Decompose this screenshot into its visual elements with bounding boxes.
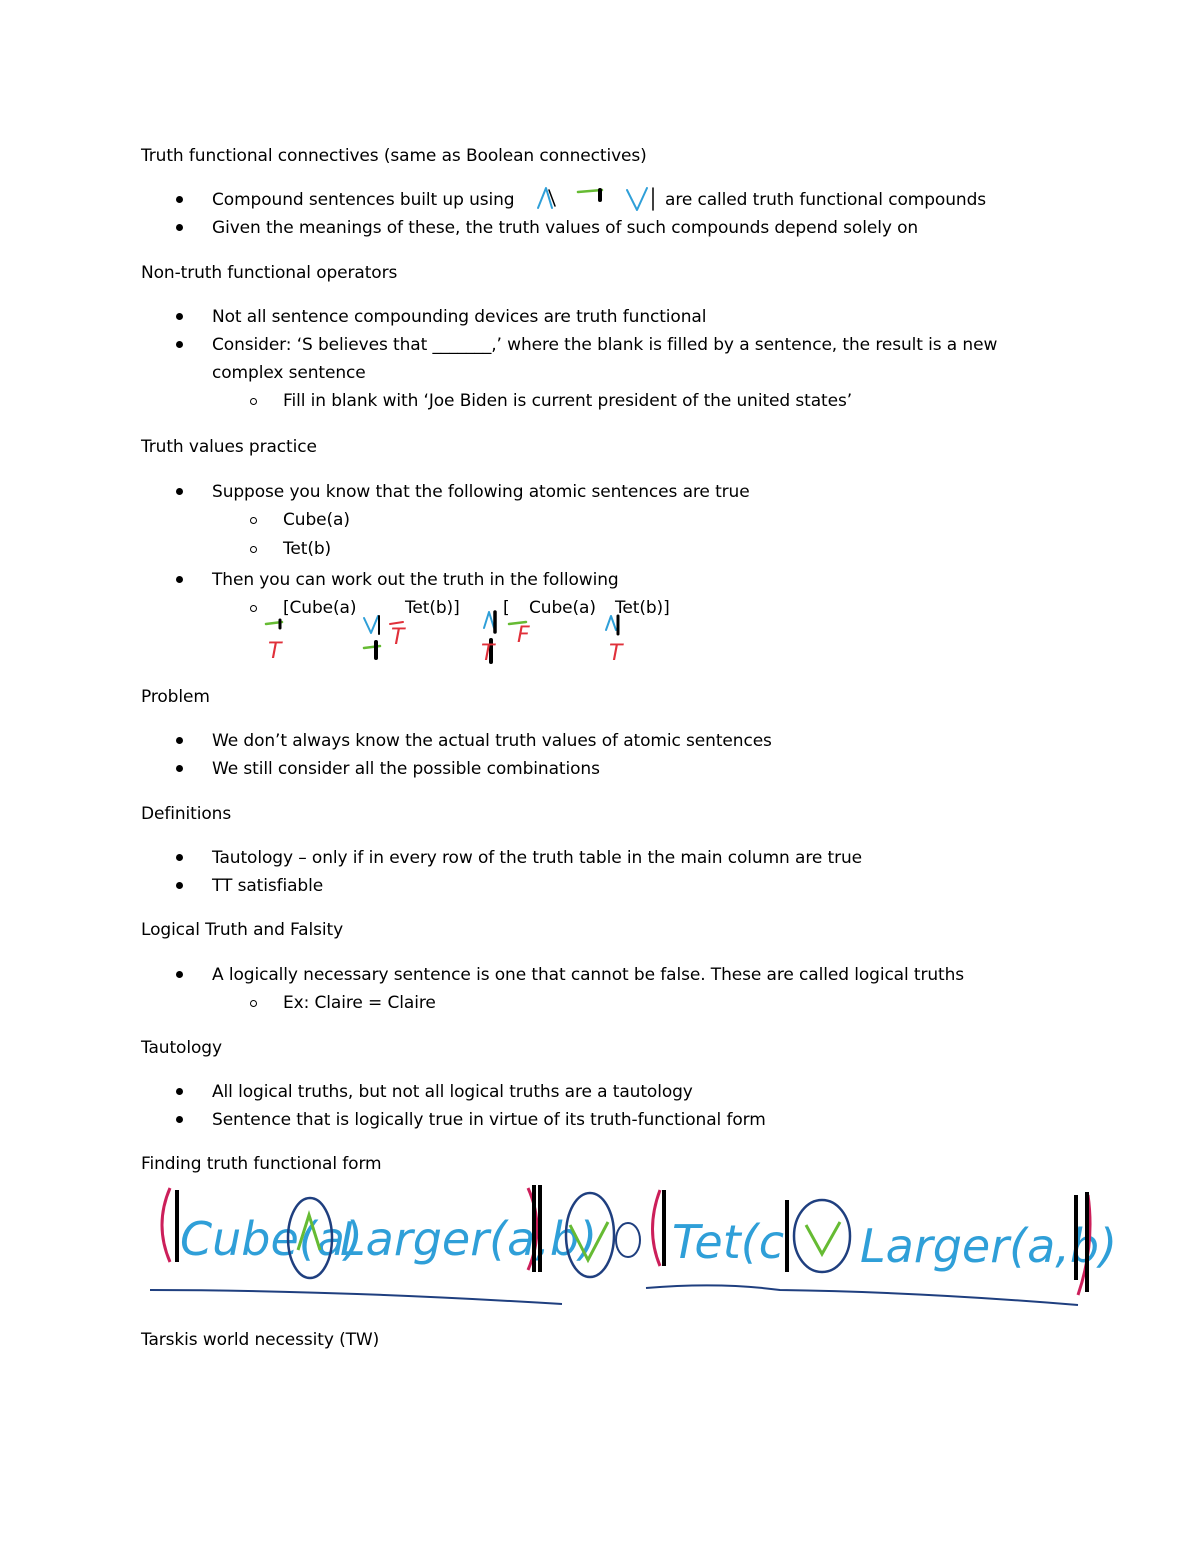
sub-fill-in-blank: Fill in blank with ‘Joe Biden is current president of the united states’ (283, 391, 852, 411)
formula-part: [ (503, 598, 510, 618)
bullet-given-meanings: Given the meanings of these, the truth values of such compounds depend solely on (212, 218, 919, 238)
truth-mark-t: T (391, 625, 405, 650)
circle-or (794, 1200, 850, 1272)
sub-claire: Ex: Claire = Claire (283, 993, 436, 1013)
truth-letters (268, 623, 624, 666)
or-icon (627, 188, 647, 210)
heading-logical-truth: Logical Truth and Falsity (141, 920, 344, 940)
bullet-compound-pre: Compound sentences built up using (212, 190, 515, 210)
bullet-still-consider: We still consider all the possible combinations (212, 759, 600, 779)
formula-part: Cube(a) (529, 598, 596, 618)
bullet-dont-know: We don’t always know the actual truth values of atomic sentences (212, 731, 772, 751)
bullet-all-logical-truths: All logical truths, but not all logical truths are a tautology (212, 1082, 693, 1102)
circle-small (616, 1223, 640, 1257)
connective-symbols (538, 188, 653, 210)
bullet-then-work-out: Then you can work out the truth in the following (212, 570, 619, 590)
heading-non-truth-functional: Non-truth functional operators (141, 263, 398, 283)
formula-part: Tet(b)] (615, 598, 670, 618)
bullet-not-all: Not all sentence compounding devices are truth functional (212, 307, 707, 327)
handwritten-formula (150, 1185, 1117, 1305)
underline (150, 1290, 562, 1304)
and-icon (606, 616, 616, 630)
truth-mark-t: T (609, 641, 623, 666)
truth-mark-f: F (517, 623, 530, 648)
or-icon (806, 1222, 840, 1254)
formula-cube: Cube(a) (180, 1212, 363, 1266)
open-paren (653, 1190, 661, 1266)
bullet-consider-line2: complex sentence (212, 363, 366, 383)
bullet-tt-satisfiable: TT satisfiable (212, 876, 324, 896)
heading-problem: Problem (141, 687, 210, 707)
formula-larger-1: Larger(a,b) (340, 1212, 598, 1266)
open-paren (162, 1188, 170, 1262)
bullet-tautology-def: Tautology – only if in every row of the truth table in the main column are true (212, 848, 863, 868)
sub-cube-a: Cube(a) (283, 510, 350, 530)
heading-truth-functional-connectives: Truth functional connectives (same as Boolean connectives) (141, 146, 647, 166)
formula-part: Tet(b)] (405, 598, 460, 618)
underline (646, 1285, 1078, 1305)
bullet-suppose: Suppose you know that the following atomic sentences are true (212, 482, 750, 502)
heading-truth-values-practice: Truth values practice (141, 437, 317, 457)
formula-part: [Cube(a) (283, 598, 357, 618)
formula-tet: Tet(c (672, 1215, 784, 1269)
or-icon (364, 616, 378, 633)
bullet-sentence-logically-true: Sentence that is logically true in virtue of its truth-functional form (212, 1110, 766, 1130)
heading-finding-form: Finding truth functional form (141, 1154, 382, 1174)
formula-larger-2: Larger(a,b) (860, 1219, 1118, 1273)
bullet-compound-post: are called truth functional compounds (665, 190, 987, 210)
truth-mark-t: T (481, 641, 495, 666)
truth-mark-t: T (268, 639, 282, 664)
and-icon (484, 612, 494, 628)
heading-tautology: Tautology (141, 1038, 222, 1058)
sub-tet-b: Tet(b) (283, 539, 332, 559)
heading-definitions: Definitions (141, 804, 232, 824)
truth-marks (266, 612, 618, 662)
bullet-logically-necessary: A logically necessary sentence is one that cannot be false. These are called logical truths (212, 965, 965, 985)
heading-tarskis-world: Tarskis world necessity (TW) (141, 1330, 380, 1350)
bullet-consider-line1: Consider: ‘S believes that _______,’ where the blank is filled by a sentence, the result is a new (212, 335, 998, 355)
